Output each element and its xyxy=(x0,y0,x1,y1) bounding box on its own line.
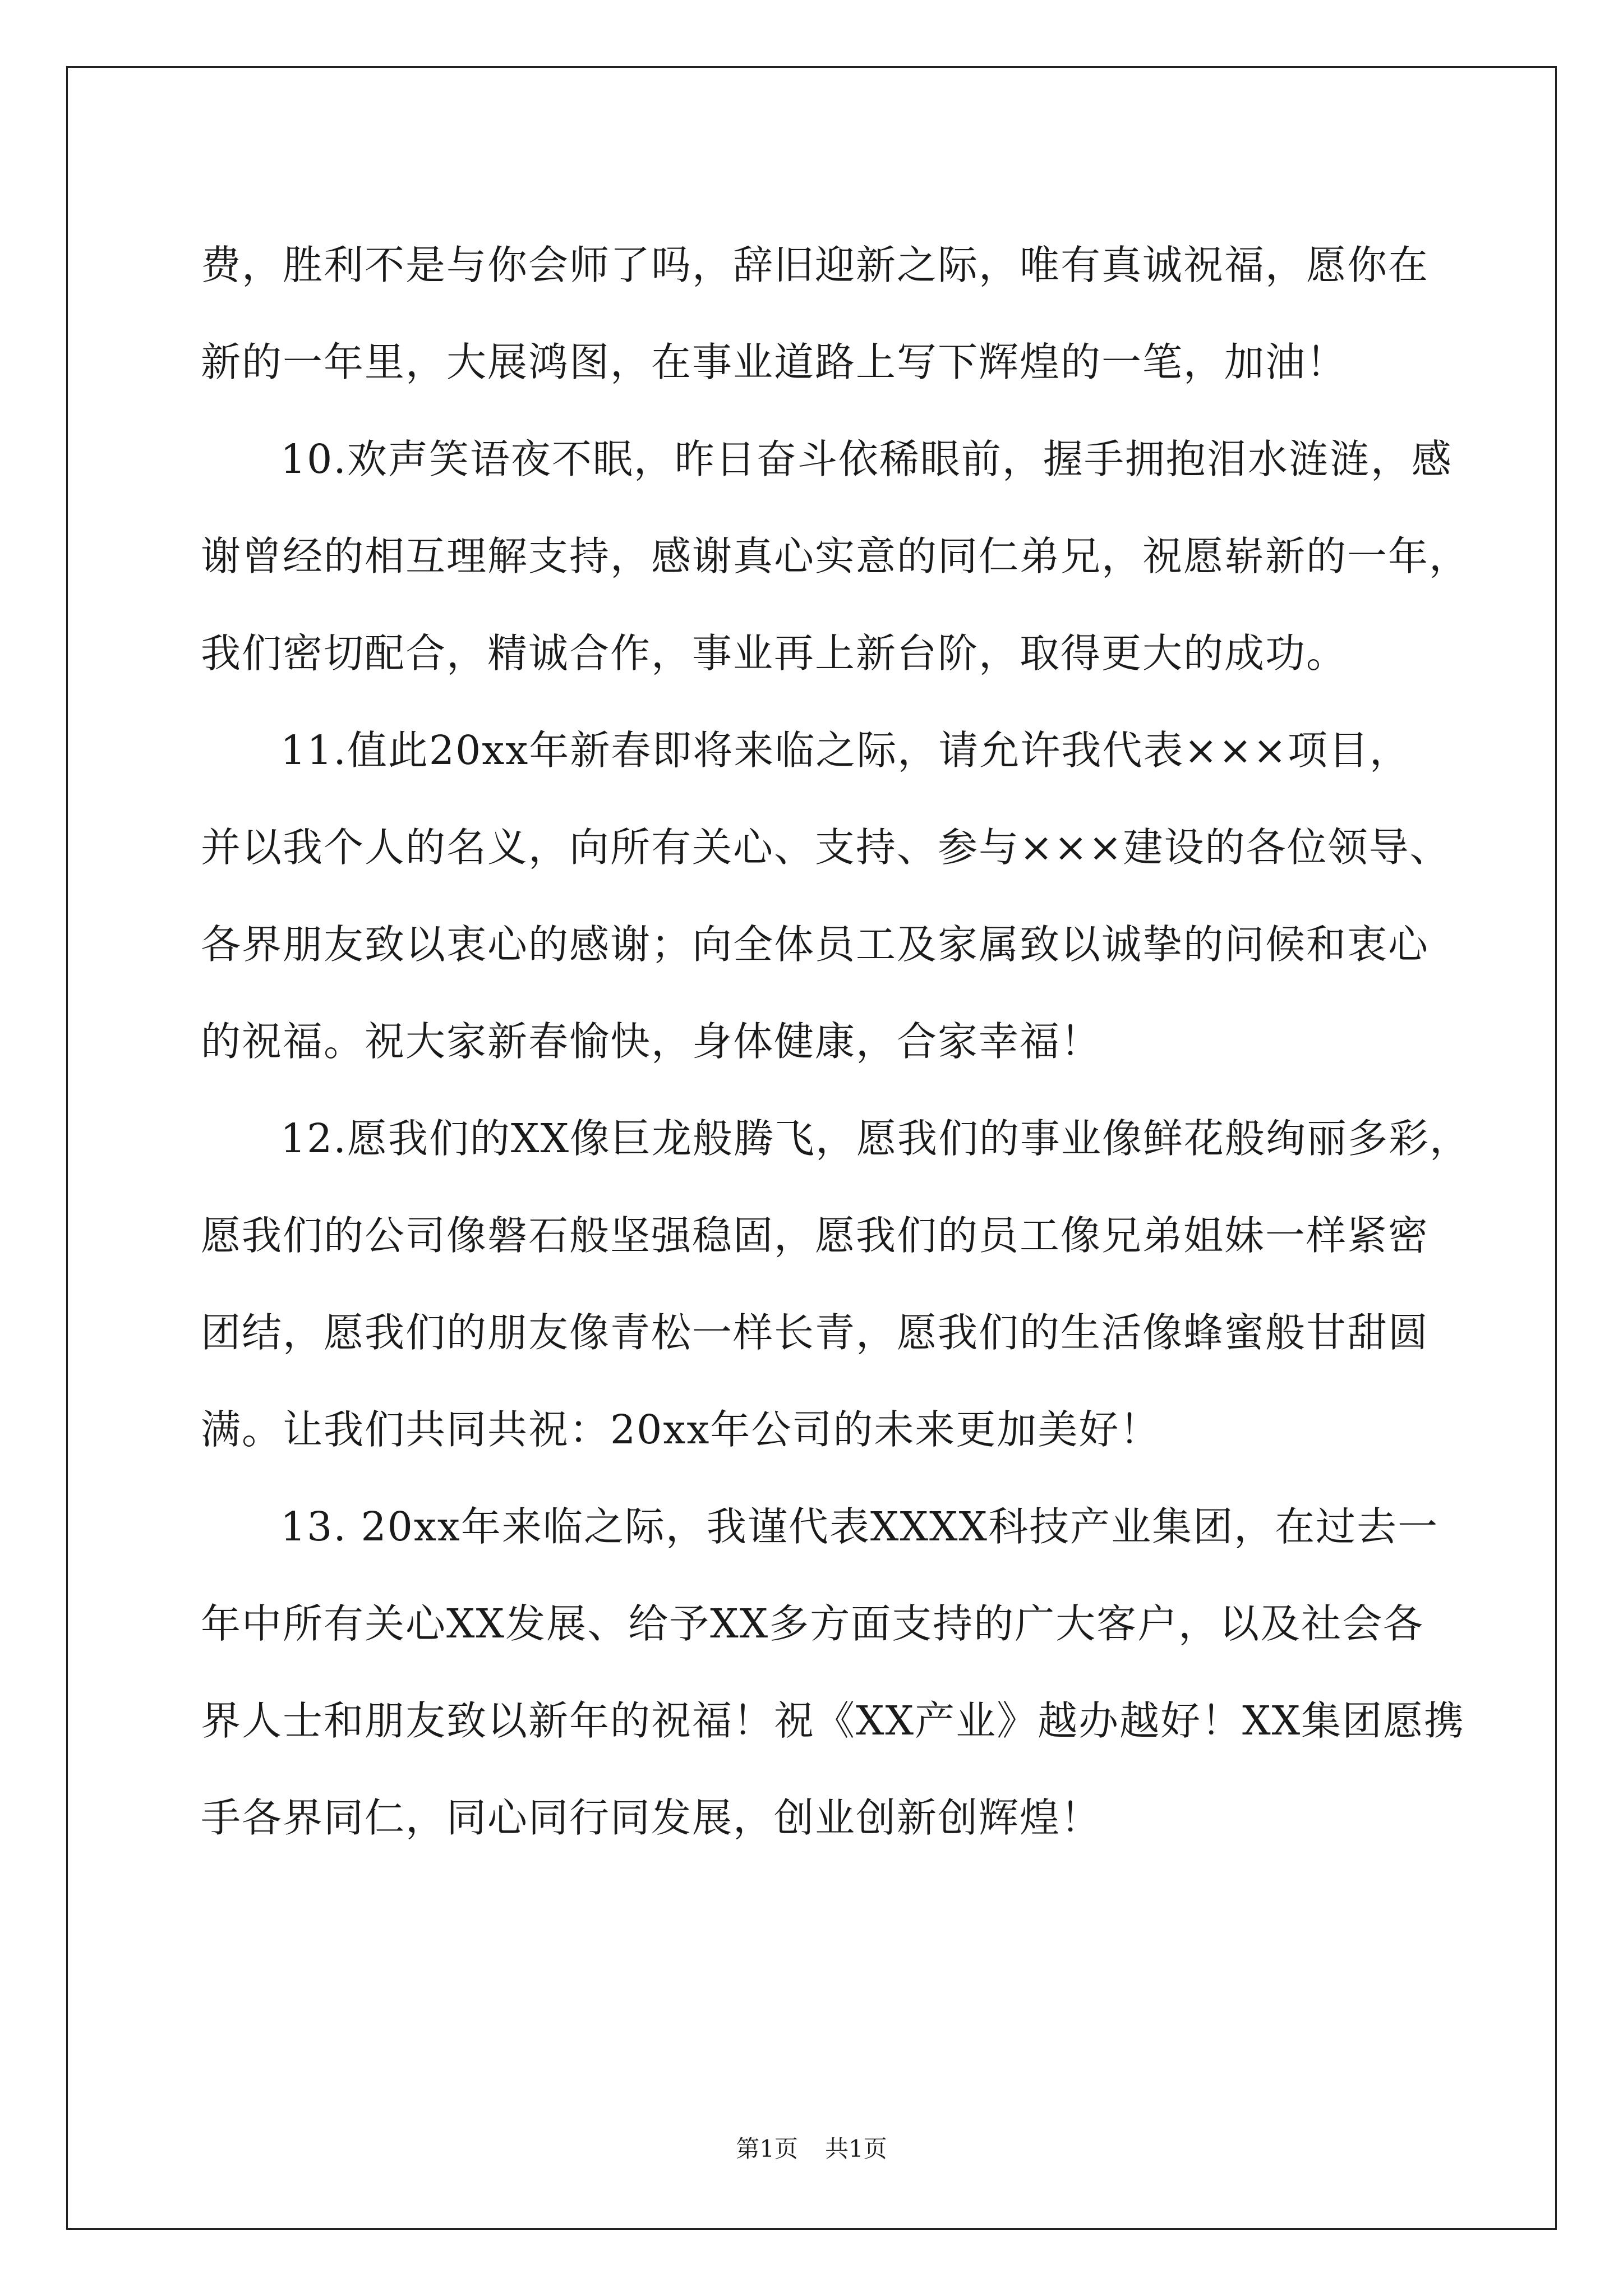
text-line: 我们密切配合，精诚合作，事业再上新台阶，取得更大的成功。 xyxy=(201,630,1348,677)
text-line: 12.愿我们的XX像巨龙般腾飞，愿我们的事业像鲜花般绚丽多彩， xyxy=(280,1115,1471,1162)
text-line: 新的一年里，大展鸿图，在事业道路上写下辉煌的一笔，加油！ xyxy=(201,339,1348,385)
text-line: 界人士和朋友致以新年的祝福！祝《XX产业》越办越好！XX集团愿携 xyxy=(201,1697,1465,1744)
text-line: 10.欢声笑语夜不眠，昨日奋斗依稀眼前，握手拥抱泪水涟涟，感 xyxy=(280,436,1453,482)
text-line: 愿我们的公司像磐石般坚强稳固，愿我们的员工像兄弟姐妹一样紧密 xyxy=(201,1212,1430,1259)
text-line: 满。让我们共同共祝：20xx年公司的未来更加美好！ xyxy=(201,1406,1161,1453)
text-line: 谢曾经的相互理解支持，感谢真心实意的同仁弟兄，祝愿崭新的一年， xyxy=(201,533,1470,579)
text-line: 各界朋友致以衷心的感谢；向全体员工及家属致以诚挚的问候和衷心 xyxy=(201,921,1430,968)
page-number: 第1页 xyxy=(736,2135,798,2162)
text-line: 的祝福。祝大家新春愉快，身体健康，合家幸福！ xyxy=(201,1018,1102,1065)
page-total: 共1页 xyxy=(825,2135,887,2162)
text-line: 团结，愿我们的朋友像青松一样长青，愿我们的生活像蜂蜜般甘甜圆 xyxy=(201,1309,1430,1356)
document-body xyxy=(201,217,1471,1866)
text-line: 手各界同仁，同心同行同发展，创业创新创辉煌！ xyxy=(201,1795,1102,1841)
text-line: 11.值此20xx年新春即将来临之际，请允许我代表×××项目， xyxy=(280,727,1410,774)
text-line: 费，胜利不是与你会师了吗，辞旧迎新之际，唯有真诚祝福，愿你在 xyxy=(201,242,1430,288)
page-footer xyxy=(0,2131,1623,2164)
text-line: 年中所有关心XX发展、给予XX多方面支持的广大客户，以及社会各 xyxy=(201,1600,1424,1647)
text-line: 13. 20xx年来临之际，我谨代表XXXX科技产业集团，在过去一 xyxy=(280,1503,1439,1550)
text-line: 并以我个人的名义，向所有关心、支持、参与×××建设的各位领导、 xyxy=(201,824,1451,871)
